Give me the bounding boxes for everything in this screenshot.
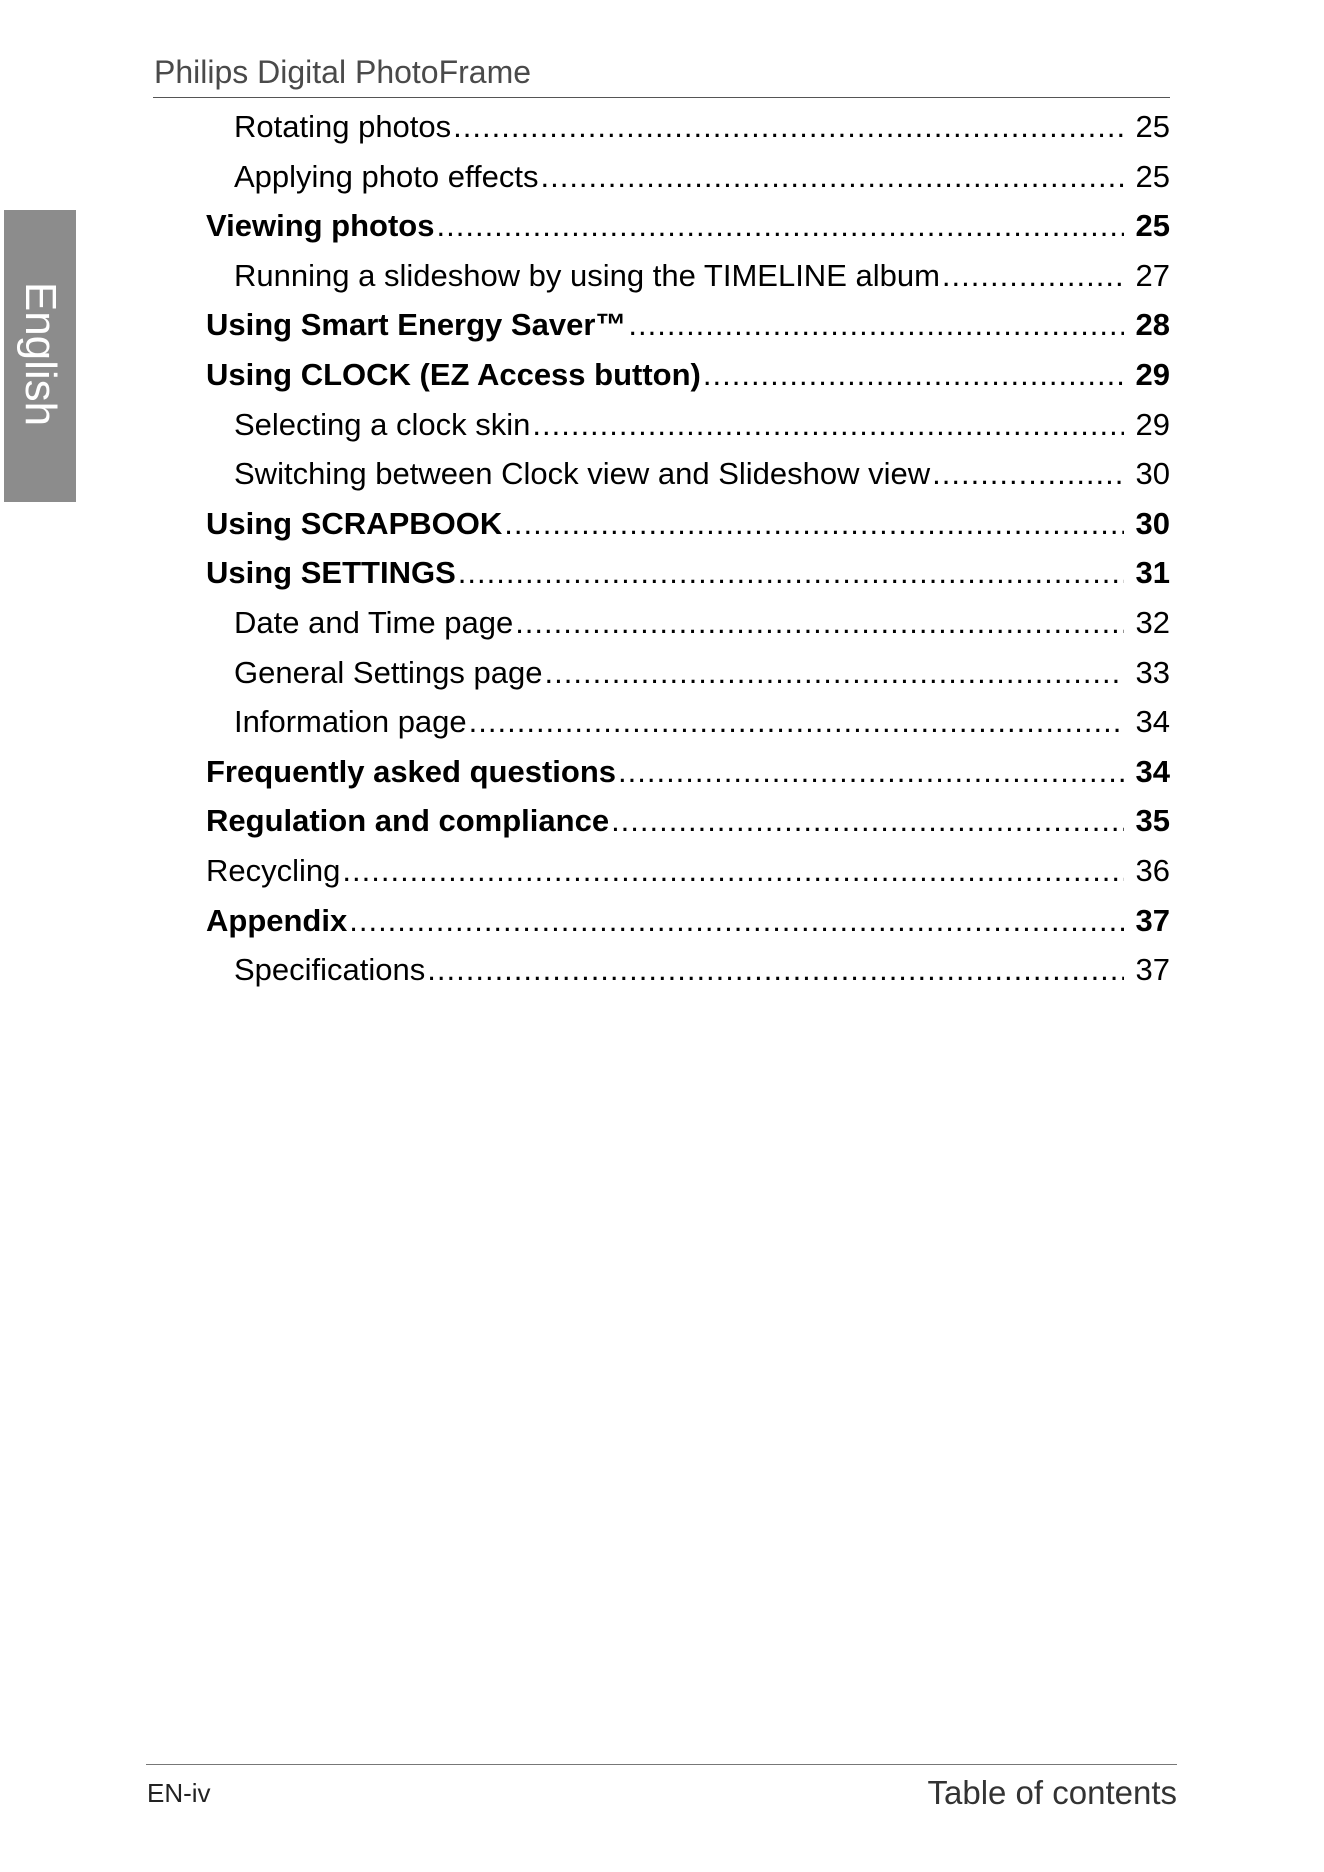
toc-entry-page-number: 27	[1135, 258, 1170, 293]
toc-entry[interactable]	[206, 303, 1170, 347]
toc-entry-title: Specifications	[234, 952, 426, 987]
toc-entry-title: Selecting a clock skin	[234, 407, 531, 442]
toc-dot-leader	[469, 700, 1124, 744]
toc-dot-leader	[618, 750, 1124, 794]
toc-dot-leader	[504, 502, 1124, 546]
toc-entry-title: Applying photo effects	[234, 159, 539, 194]
toc-dot-leader	[427, 948, 1124, 992]
toc-dot-leader	[349, 899, 1124, 943]
toc-entry-page-number: 34	[1135, 704, 1170, 739]
toc-entry-title: Information page	[234, 704, 467, 739]
toc-dot-leader	[532, 403, 1124, 447]
toc-entry[interactable]	[206, 799, 1170, 843]
toc-entry[interactable]	[234, 700, 1170, 744]
toc-entry-page-number: 29	[1135, 357, 1170, 392]
toc-dot-leader	[545, 651, 1125, 695]
toc-entry-page-number: 36	[1135, 853, 1170, 888]
toc-entry-title: Appendix	[206, 903, 348, 938]
toc-dot-leader	[932, 452, 1124, 496]
toc-dot-leader	[458, 551, 1124, 595]
toc-entry-title: Viewing photos	[206, 208, 435, 243]
toc-entry-title: Running a slideshow by using the TIMELINE album	[234, 258, 940, 293]
toc-entry-page-number: 25	[1135, 208, 1170, 243]
toc-entry-page-number: 32	[1135, 605, 1170, 640]
toc-dot-leader	[515, 601, 1124, 645]
toc-dot-leader	[453, 105, 1124, 149]
toc-entry-page-number: 30	[1135, 506, 1170, 541]
toc-entry-title: Using Smart Energy Saver™	[206, 307, 627, 342]
toc-dot-leader	[540, 155, 1124, 199]
toc-entry-title: Using SCRAPBOOK	[206, 506, 503, 541]
toc-dot-leader	[628, 303, 1124, 347]
toc-dot-leader	[437, 204, 1125, 248]
toc-entry[interactable]	[234, 105, 1170, 149]
toc-entry[interactable]	[234, 254, 1170, 298]
toc-entry[interactable]	[234, 452, 1170, 496]
toc-entry[interactable]	[206, 353, 1170, 397]
toc-dot-leader	[942, 254, 1124, 298]
toc-entry-title: Using CLOCK (EZ Access button)	[206, 357, 701, 392]
toc-entry[interactable]	[206, 750, 1170, 794]
toc-dot-leader	[611, 799, 1124, 843]
toc-entry[interactable]	[206, 551, 1170, 595]
toc-entry[interactable]	[206, 502, 1170, 546]
toc-entry[interactable]	[206, 899, 1170, 943]
toc-entry[interactable]	[234, 403, 1170, 447]
toc-entry-page-number: 37	[1135, 903, 1170, 938]
toc-entry-page-number: 34	[1135, 754, 1170, 789]
toc-entry[interactable]	[234, 601, 1170, 645]
footer-divider	[146, 1764, 1177, 1765]
toc-entry-title: General Settings page	[234, 655, 543, 690]
language-tab-label: English	[16, 281, 65, 427]
toc-entry-page-number: 25	[1135, 159, 1170, 194]
toc-entry[interactable]	[234, 948, 1170, 992]
toc-entry-title: Recycling	[206, 853, 341, 888]
toc-entry-page-number: 35	[1135, 803, 1170, 838]
header-title: Philips Digital PhotoFrame	[154, 54, 532, 90]
toc-entry-page-number: 29	[1135, 407, 1170, 442]
toc-entry-page-number: 28	[1135, 307, 1170, 342]
toc-entry[interactable]	[206, 204, 1170, 248]
footer-section-title: Table of contents	[927, 1774, 1177, 1811]
toc-entry-title: Using SETTINGS	[206, 555, 456, 590]
toc-entry[interactable]	[234, 651, 1170, 695]
toc-entry-page-number: 30	[1135, 456, 1170, 491]
toc-dot-leader	[703, 353, 1124, 397]
footer-page-label: EN-iv	[147, 1778, 211, 1808]
toc-entry-page-number: 25	[1135, 109, 1170, 144]
toc-entry-title: Date and Time page	[234, 605, 514, 640]
toc-entry-title: Regulation and compliance	[206, 803, 610, 838]
toc-entry-title: Switching between Clock view and Slideshow view	[234, 456, 931, 491]
toc-entry-title: Frequently asked questions	[206, 754, 616, 789]
toc-entry[interactable]	[206, 849, 1170, 893]
toc-entry-page-number: 37	[1135, 952, 1170, 987]
toc-entry[interactable]	[234, 155, 1170, 199]
toc-dot-leader	[342, 849, 1124, 893]
toc-entry-title: Rotating photos	[234, 109, 452, 144]
toc-entry-page-number: 33	[1135, 655, 1170, 690]
toc-entry-page-number: 31	[1135, 555, 1170, 590]
